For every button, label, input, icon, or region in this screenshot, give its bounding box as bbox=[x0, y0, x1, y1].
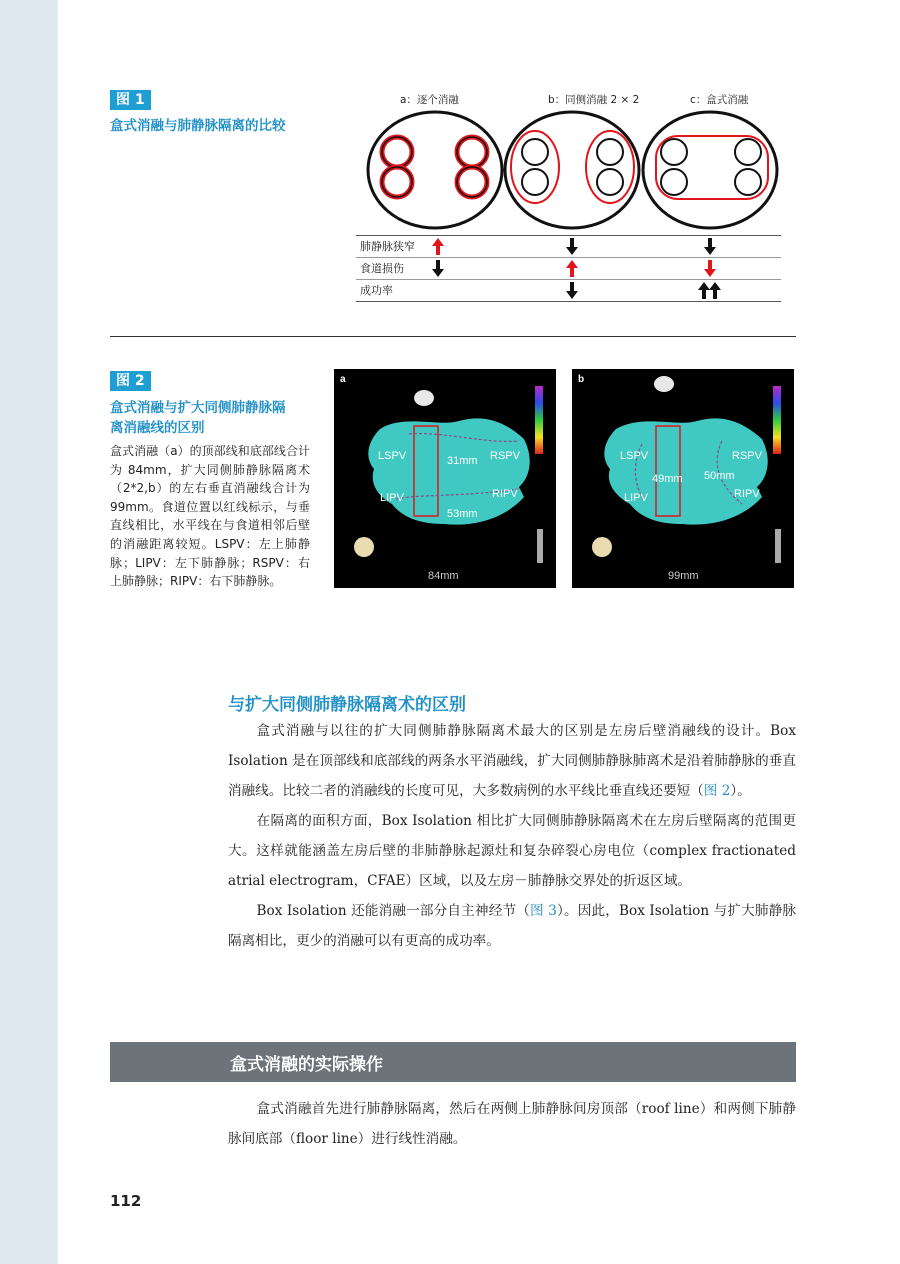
label-left-line-length: 49mm bbox=[652, 473, 683, 485]
row-label-esophageal-injury: 食道损伤 bbox=[360, 262, 404, 275]
figure2-title-line1: 盒式消融与扩大同侧肺静脉隔 bbox=[110, 400, 286, 416]
figure2-caption: 盒式消融（a）的顶部线和底部线合计为 84mm，扩大同侧肺静脉隔离术（2*2,b）的左右垂直消融线合计为 99mm。食道位置以红线标示，与垂直线相比，水平线在与食道相邻后壁的消融距离较短。LSPV：左上肺静脉；LIPV：左下肺静脉；RSPV：右上肺静脉；RIPV：右下肺静脉。 bbox=[110, 444, 310, 589]
section2-body bbox=[228, 1094, 796, 1154]
figure1-col-c-label: c：盒式消融 bbox=[690, 94, 749, 106]
label-lspv: LSPV bbox=[378, 450, 407, 462]
section-divider bbox=[110, 336, 796, 337]
arrow-up-red-icon bbox=[566, 260, 578, 277]
atrium-outline-c bbox=[643, 112, 777, 228]
label-ripv: RIPV bbox=[492, 488, 518, 500]
arrow-down-black-icon bbox=[704, 238, 716, 255]
figure1-diagram bbox=[360, 110, 790, 235]
arrow-up-red-icon bbox=[432, 238, 444, 255]
double-arrow-up-black-icon bbox=[698, 282, 721, 299]
arrow-down-black-icon bbox=[432, 260, 444, 277]
page-margin-strip bbox=[0, 0, 58, 1264]
label-total-length: 99mm bbox=[668, 570, 699, 582]
paragraph: 盒式消融首先进行肺静脉隔离，然后在两侧上肺静脉间房顶部（roof line）和两侧下肺静脉间底部（floor line）进行线性消融。 bbox=[228, 1101, 796, 1147]
label-bottom-line-length: 53mm bbox=[447, 508, 478, 520]
section-heading-band bbox=[110, 1042, 796, 1082]
figure1-col-b-label: b：同侧消融 2 × 2 bbox=[548, 94, 640, 106]
atrium-outline-b bbox=[505, 112, 639, 228]
paragraph: Box Isolation 还能消融一部分自主神经节（图 3）。因此，Box Isolation 与扩大肺静脉隔离相比，更少的消融可以有更高的成功率。 bbox=[228, 903, 796, 949]
label-rspv: RSPV bbox=[732, 450, 762, 462]
arrow-down-black-icon bbox=[566, 238, 578, 255]
figure-reference-link[interactable]: 图 2 bbox=[703, 783, 731, 799]
label-ripv: RIPV bbox=[734, 488, 760, 500]
label-right-line-length: 50mm bbox=[704, 470, 735, 482]
label-lspv: LSPV bbox=[620, 450, 649, 462]
figure1-col-a-label: a：逐个消融 bbox=[400, 94, 459, 106]
figure1-title: 盒式消融与肺静脉隔离的比较 bbox=[110, 118, 286, 134]
figure-reference-link[interactable]: 图 3 bbox=[529, 903, 557, 919]
mapping-panel-a bbox=[334, 369, 556, 588]
panel-a-letter: a bbox=[340, 374, 346, 385]
figure1-tag: 图 1 bbox=[110, 90, 151, 110]
figure1-arrows bbox=[420, 236, 730, 302]
label-top-line-length: 31mm bbox=[447, 455, 478, 467]
row-label-success-rate: 成功率 bbox=[360, 284, 393, 297]
panel-b-letter: b bbox=[578, 374, 585, 385]
label-rspv: RSPV bbox=[490, 450, 520, 462]
section-heading: 与扩大同侧肺静脉隔离术的区别 bbox=[228, 695, 466, 715]
section1-body bbox=[228, 716, 796, 956]
paragraph: 盒式消融与以往的扩大同侧肺静脉隔离术最大的区别是左房后壁消融线的设计。Box Isolation 是在顶部线和底部线的两条水平消融线，扩大同侧肺静脉肺离术是沿着肺静脉的垂直消融线。比较二者的消融线的长度可见，大多数病例的水平线比垂直线还要短（图 2）。 bbox=[228, 723, 796, 799]
figure2-tag: 图 2 bbox=[110, 371, 151, 391]
row-label-pv-stenosis: 肺静脉狭窄 bbox=[360, 240, 415, 253]
arrow-down-red-icon bbox=[704, 260, 716, 277]
arrow-down-black-icon bbox=[566, 282, 578, 299]
label-lipv: LIPV bbox=[380, 492, 404, 504]
mapping-panel-b bbox=[572, 369, 794, 588]
label-total-length: 84mm bbox=[428, 570, 459, 582]
label-lipv: LIPV bbox=[624, 492, 648, 504]
paragraph: 在隔离的面积方面，Box Isolation 相比扩大同侧肺静脉隔离术在左房后壁隔离的范围更大。这样就能涵盖左房后壁的非肺静脉起源灶和复杂碎裂心房电位（complex fractionated atrial electrogram，CFAE）区域，以及左房－肺静脉交界处的折返区域。 bbox=[228, 813, 796, 889]
page-number: 112 bbox=[110, 1192, 142, 1210]
section-heading: 盒式消融的实际操作 bbox=[230, 1055, 383, 1075]
figure2-title-line2: 离消融线的区别 bbox=[110, 420, 205, 436]
